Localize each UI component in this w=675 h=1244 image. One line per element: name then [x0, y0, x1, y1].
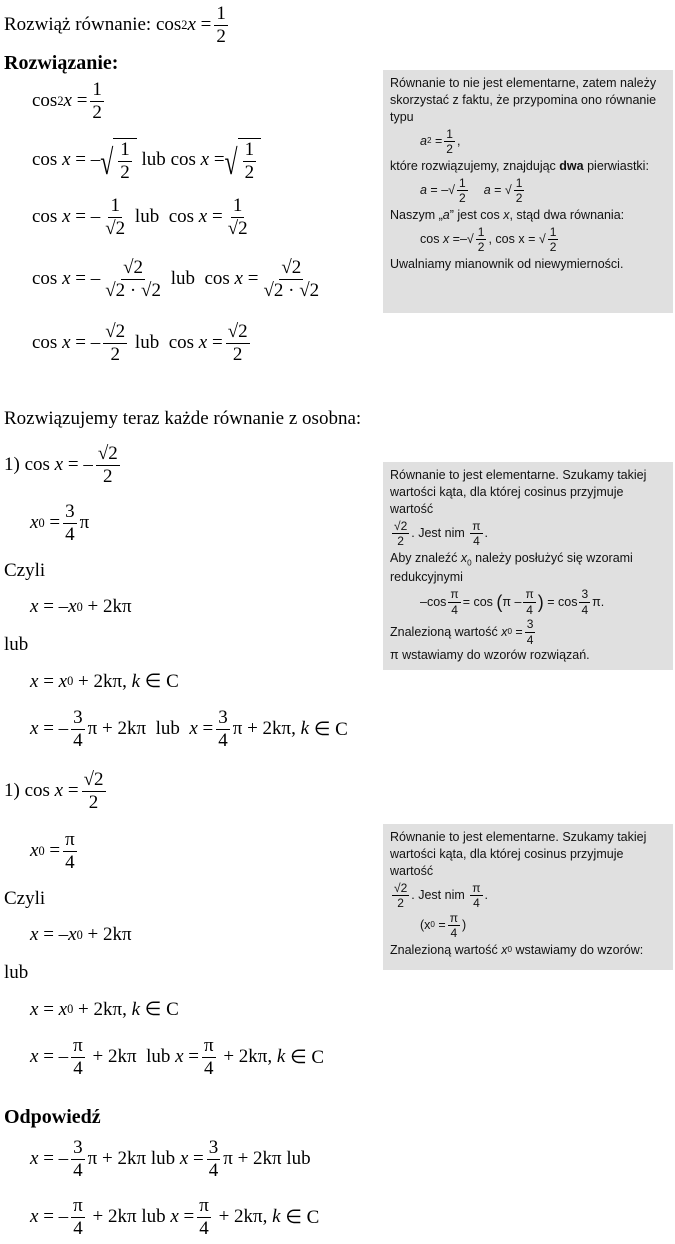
part1-result: x = – $\frac{3}{4}$ π + 2kπ lub x = $\frac{3}{4}$ π + 2kπ , k ∈ C — [30, 707, 348, 751]
explanation-box-3: Równanie to jest elementarne. Szukamy takiej wartości kąta, dla której cosinus przyjmuje wartość $\frac{√2}{2}$ . Jest nim $\frac{\pi}{4}$ . (x 0 = $\frac{\pi}{4}$ ) Znalezioną wartość x 0 wstawiamy do wzorów: — [383, 824, 673, 970]
step-2: cos x = – √ $\frac{1}{2}$ lub cos x = √ $\frac{1}{2}$ — [32, 138, 261, 183]
answer-heading: Odpowiedź — [4, 1106, 101, 1128]
section-2-heading: Rozwiązujemy teraz każde równanie z osobna: — [4, 408, 362, 429]
answer-line-2: x = – $\frac{\pi}{4}$ + 2kπ lub x = $\frac{\pi}{4}$ + 2kπ , k ∈ C — [30, 1195, 320, 1239]
answer-line-1: x = – $\frac{3}{4}$ π + 2kπ lub x = $\frac{3}{4}$ π + 2kπ lub — [30, 1137, 311, 1181]
part1-czyli: Czyli — [4, 560, 46, 581]
part1-x0: x 0 = $\frac{3}{4}$ π — [30, 501, 90, 545]
explanation-box-2: Równanie to jest elementarne. Szukamy takiej wartości kąta, dla której cosinus przyjmuje wartość $\frac{√2}{2}$ . Jest nim $\frac{\pi}{4}$ . Aby znaleźć $x_0$ należy posłużyć się wzorami redukcyjnymi –cos $\frac{\pi}{4}$ = cos ( π – $\frac{\pi}{4}$ ) = cos $\frac{3}{4}$ π. Znalezioną wartość x 0 = $\frac{3}{4}$ π wstawiamy do wzorów rozwiązań. — [383, 462, 673, 670]
part2-eq: 1) cos x = $\frac{√2}{2}$ — [4, 769, 104, 813]
part1-x-plus: x = x 0 + 2kπ , k ∈ C — [30, 670, 179, 692]
explanation-box-1: Równanie to nie jest elementarne, zatem należy skorzystać z faktu, że przypomina ono równanie typu a 2 = $\frac{1}{2}$ , które rozwiązujemy, znajdując dwa pierwiastki: a = –√ $\frac{1}{2}$ a = √ $\frac{1}{2}$ Naszym „ a ” jest cos x , stąd dwa równania: cos x =–√ $\frac{1}{2}$ , cos x = √ $\frac{1}{2}$ Uwalniamy mianownik od niewymierności. — [383, 70, 673, 313]
part1-x-minus: x = – x 0 + 2kπ — [30, 596, 132, 617]
part2-x-plus: x = x 0 + 2kπ , k ∈ C — [30, 998, 179, 1020]
part2-x-minus: x = – x 0 + 2kπ — [30, 924, 132, 945]
task-fraction: $\frac{1}{2}$ — [216, 3, 226, 47]
step-3: cos x = – $\frac{1}{√2}$ lub cos x = $\frac{1}{√2}$ — [32, 195, 248, 239]
part1-lub: lub — [4, 634, 29, 655]
step-5: cos x = – $\frac{√2}{2}$ lub cos x = $\frac{√2}{2}$ — [32, 321, 248, 365]
part2-x0: x 0 = $\frac{\pi}{4}$ — [30, 829, 75, 873]
part2-result: x = – $\frac{\pi}{4}$ + 2kπ lub x = $\frac{\pi}{4}$ + 2kπ , k ∈ C — [30, 1035, 325, 1079]
part2-czyli: Czyli — [4, 888, 46, 909]
part2-lub: lub — [4, 962, 29, 983]
step-4: cos x = – $\frac{√2}{√2 \cdot √2}$ lub cos x = $\frac{√2}{√2 \cdot √2}$ — [32, 257, 320, 301]
part1-eq: 1) cos x = – $\frac{√2}{2}$ — [4, 443, 118, 487]
task-line: Rozwiąż równanie: cos 2 x = $\frac{1}{2}$ — [4, 3, 226, 47]
task-label: Rozwiąż równanie: — [4, 14, 152, 36]
solution-heading: Rozwiązanie: — [4, 52, 119, 74]
step-1: cos 2 x = $\frac{1}{2}$ — [32, 79, 102, 123]
